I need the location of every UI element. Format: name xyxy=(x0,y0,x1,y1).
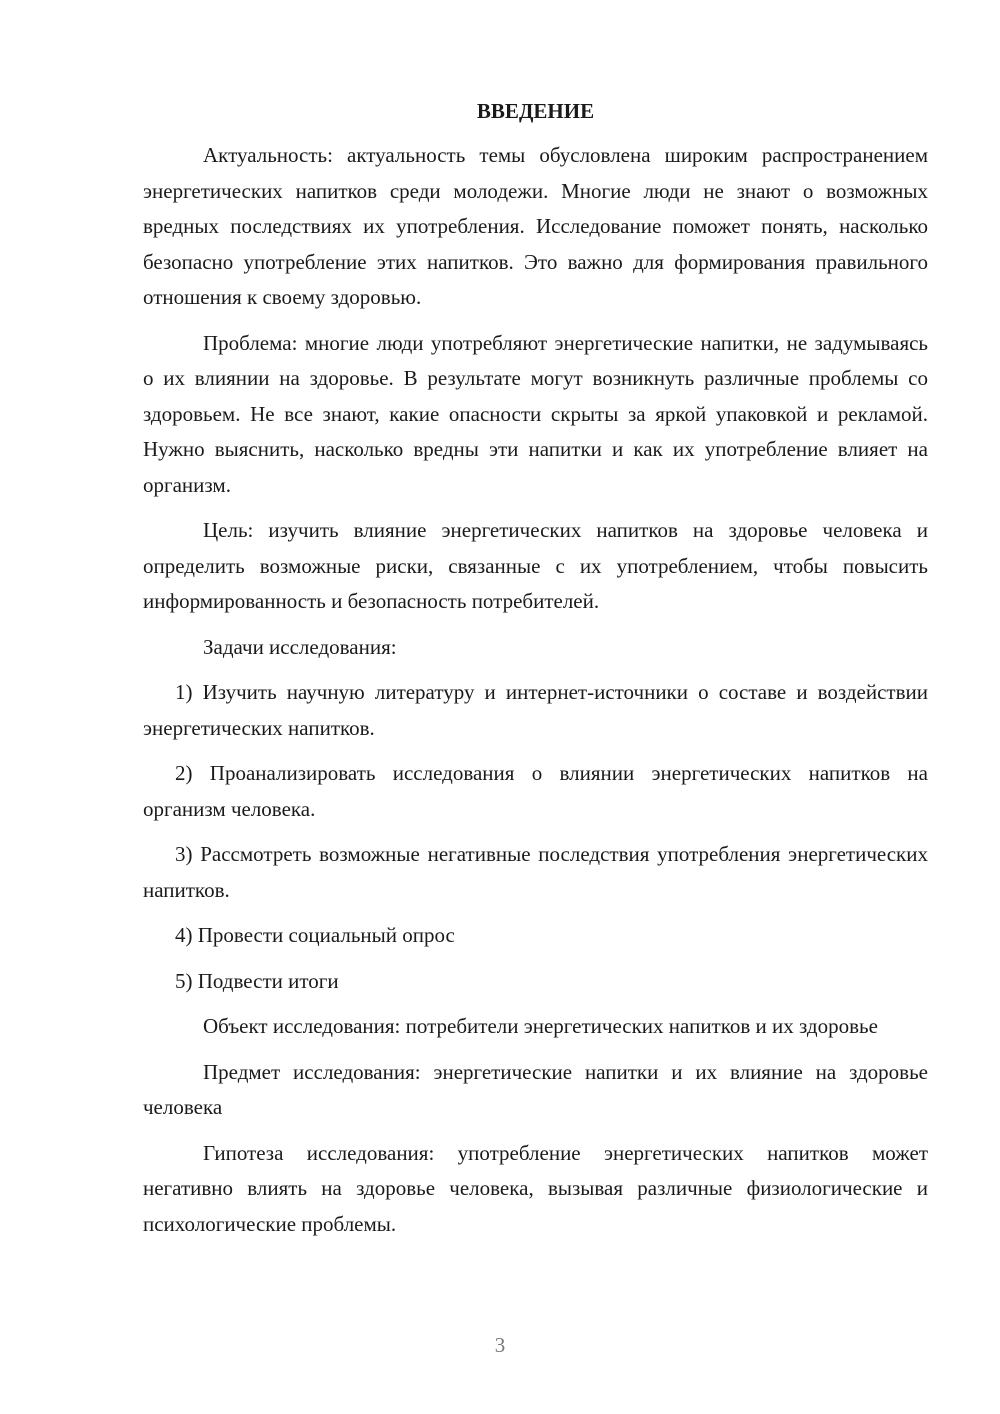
task-item: 4) Провести социальный опрос xyxy=(175,923,455,947)
task-item: 3) Рассмотреть возможные негативные последствия употребления энергетических напитков. xyxy=(143,842,928,902)
task-item: 5) Подвести итоги xyxy=(175,968,339,993)
task-item: 2) Проанализировать исследования о влиянии энергетических напитков на организм человека. xyxy=(143,761,928,821)
document-body xyxy=(143,94,928,1252)
subject-paragraph: Предмет исследования: энергетические напитки и их влияние на здоровье человека xyxy=(143,1059,928,1119)
task-item: 1) Изучить научную литературу и интернет-источники о составе и воздействии энергетических напитков. xyxy=(143,680,928,740)
page-title: ВВЕДЕНИЕ xyxy=(476,99,595,123)
goal-paragraph: Цель: изучить влияние энергетических напитков на здоровье человека и определить возможные риски, связанные с их употреблением, чтобы повысить информированность и безопасность потребителей. xyxy=(143,518,928,613)
tasks-heading: Задачи исследования: xyxy=(203,634,397,659)
hypothesis-paragraph: Гипотеза исследования: употребление энергетических напитков может негативно влиять на здоровье человека, вызывая различные физиологические и психологические проблемы. xyxy=(143,1140,928,1236)
page-number: 3 xyxy=(494,1333,506,1357)
relevance-paragraph: Актуальность: актуальность темы обусловлена широким распространением энергетических напитков среди молодежи. Многие люди не знают о возможных вредных последствиях их употребления. Исследование поможет понять, насколько безопасно употребление этих напитков. Это важно для формирования правильного отношения к своему здоровью. xyxy=(143,143,928,309)
object-paragraph: Объект исследования: потребители энергетических напитков и их здоровье xyxy=(203,1014,878,1038)
problem-paragraph: Проблема: многие люди употребляют энергетические напитки, не задумываясь о их влиянии на здоровье. В результате могут возникнуть различные проблемы со здоровьем. Не все знают, какие опасности скрыты за яркой упаковкой и рекламой. Нужно выяснить, насколько вредны эти напитки и как их употребление влияет на организм. xyxy=(143,330,928,497)
